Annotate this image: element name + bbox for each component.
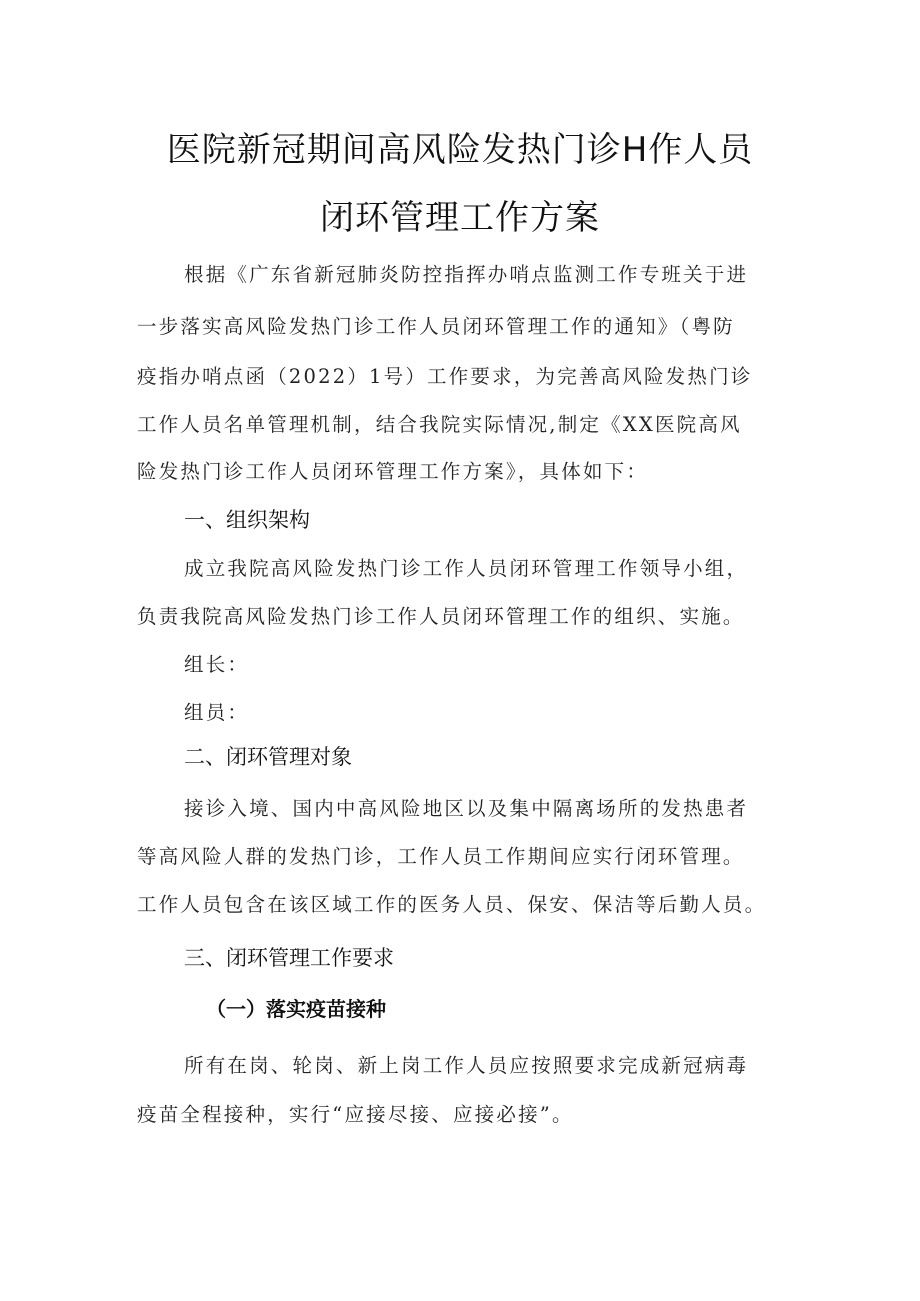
intro-paragraph-line: 根据《广东省新冠肺炎防控指挥办哨点监测工作专班关于进 xyxy=(184,263,749,286)
section-1-paragraph-line: 成立我院高风险发热门诊工作人员闭环管理工作领导小组， xyxy=(184,557,749,580)
document-title-line-1: 医院新冠期间高风险发热门诊H作人员 xyxy=(166,130,754,170)
intro-paragraph-line: 疫指办哨点函（2022）1号）工作要求，为完善高风险发热门诊 xyxy=(137,365,753,388)
section-3-paragraph-line: 疫苗全程接种，实行“应接尽接、应接必接”。 xyxy=(137,1103,574,1126)
section-2-paragraph-line: 工作人员包含在该区域工作的医务人员、保安、保洁等后勤人员。 xyxy=(137,893,767,916)
section-3-paragraph-line: 所有在岗、轮岗、新上岗工作人员应按照要求完成新冠病毒 xyxy=(184,1054,749,1077)
intro-paragraph-line: 一步落实高风险发热门诊工作人员闭环管理工作的通知》（粤防 xyxy=(137,315,735,338)
group-leader-label: 组长： xyxy=(184,653,250,676)
section-2-heading: 二、闭环管理对象 xyxy=(184,745,352,769)
intro-paragraph-line: 工作人员名单管理机制，结合我院实际情况,制定《XX医院高风 xyxy=(137,413,742,436)
section-2-paragraph-line: 接诊入境、国内中高风险地区以及集中隔离场所的发热患者 xyxy=(184,797,749,820)
section-3-heading: 三、闭环管理工作要求 xyxy=(184,946,394,970)
group-members-label: 组员： xyxy=(184,701,250,724)
section-3-subheading-1: （一）落实疫苗接种 xyxy=(206,997,386,1021)
section-1-heading: 一、组织架构 xyxy=(184,508,310,532)
section-1-paragraph-line: 负责我院高风险发热门诊工作人员闭环管理工作的组织、实施。 xyxy=(137,605,745,628)
intro-paragraph-line: 险发热门诊工作人员闭环管理工作方案》，具体如下： xyxy=(137,460,649,483)
section-2-paragraph-line: 等高风险人群的发热门诊，工作人员工作期间应实行闭环管理。 xyxy=(137,845,745,868)
document-title-line-2: 闭环管理工作方案 xyxy=(320,198,600,238)
